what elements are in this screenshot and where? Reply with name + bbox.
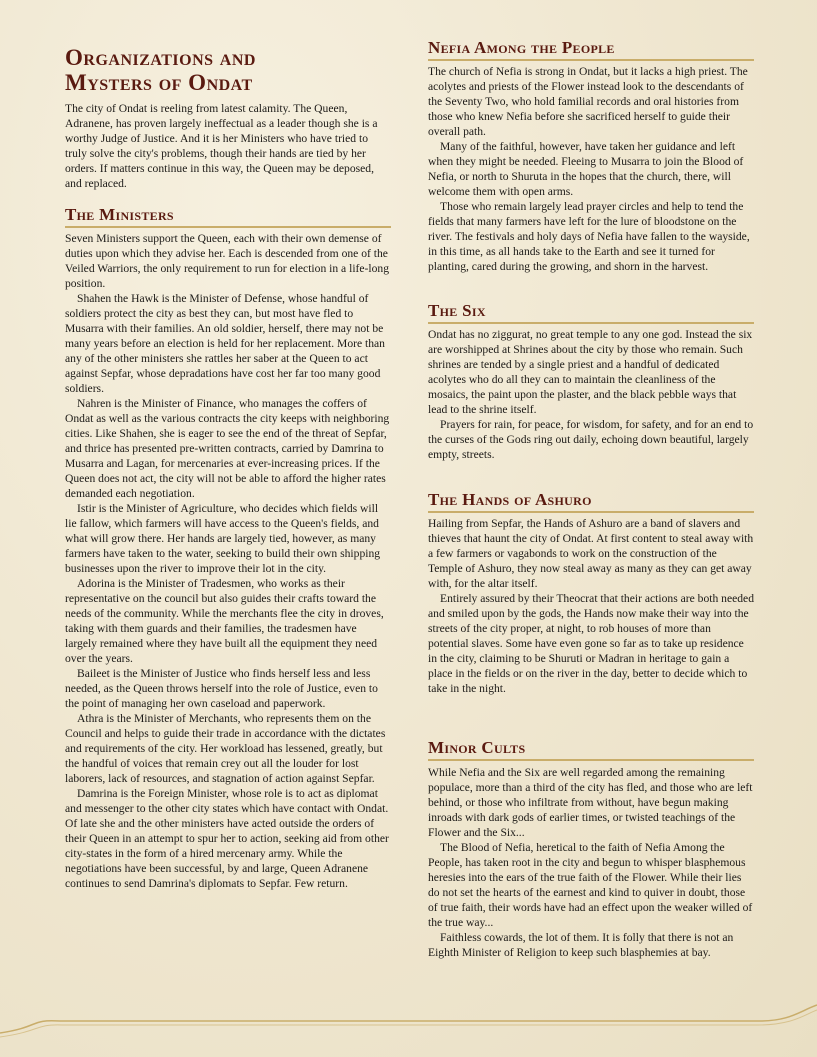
paragraph: Faithless cowards, the lot of them. It is folly that there is not an Eighth Minister of Religion to keep such blasphemies at bay. xyxy=(428,931,734,959)
section-heading-six: The Six xyxy=(428,301,754,324)
paragraph: Many of the faithful, however, have taken her guidance and left when they might be needed. Fleeing to Musarra to join the Blood of Nefia, or north to Shuruta in the hopes that the church, there, will welcome them with open arms. xyxy=(428,140,744,198)
paragraph: The Blood of Nefia, heretical to the faith of Nefia Among the People, has taken root in the city and begun to whisper blasphemous heresies into the ears of the true faith of the Flower. While their lies do not set the hearts of the earnest and kind to quiver in doubt, those of true faith, their words have had an effect upon the weaker willed of the true way... xyxy=(428,841,753,929)
paragraph: Ondat has no ziggurat, no great temple to any one god. Instead the six are worshipped at Shrines about the city by those who remain. Such shrines are tended by a single priest and a handful of dedicated acolytes who do all they can to maintain the cleanliness of the mosaics, the paint upon the plaster, and the black pebble ways that lead to the shrine itself. xyxy=(428,328,753,416)
title-line-1: Organizations and xyxy=(65,45,256,70)
paragraph: Athra is the Minister of Merchants, who represents them on the Council and helps to guide their trade in accordance with the dictates and requirements of the city. Her workload has lessened, greatly, but the handful of voices that remain crey out all the louder for lost laborers, lack of resources, and stagnation of action against Sepfar. xyxy=(65,712,386,785)
paragraph: Entirely assured by their Theocrat that their actions are both needed and smiled upon by the gods, the Hands now make their way into the streets of the city proper, at night, to rob houses of more than potential slaves. Some have even gone so far as to take up residence in the city, claiming to be Shuruti or Madran in heritage to gain a place in the fields or on the river in the day, better to decide which to take in the night. xyxy=(428,592,754,695)
footer-ornament xyxy=(0,997,817,1057)
paragraph: Nahren is the Minister of Finance, who manages the coffers of Ondat as well as the various contracts the city keeps with neighboring cities. Like Shahen, she is eager to see the end of the threat of Sepfar, and thrice has presented pre-written contracts, carried by Damrina to Musarra and Lagan, for mercenaries at ever-increasing prices. If the Queen does not act, the city will not be able to afford the higher rates demanded each negotiation. xyxy=(65,397,390,500)
page-title xyxy=(65,45,405,95)
paragraph: Damrina is the Foreign Minister, whose role is to act as diplomat and messenger to the other city states which have contact with Ondat. Of late she and the other ministers have acted outside the orders of their Queen in an attempt to spur her to action, seeking aid from other city-states in the form of a hired mercenary army. While the negotiations have been successful, by and large, Queen Adranene continues to send Damrina's diplomats to Sepfar. Few return. xyxy=(65,787,389,890)
paragraph: While Nefia and the Six are well regarded among the remaining populace, more than a third of the city has fled, and those who are left behind, or those who infiltrate from without, have begun making inroads with dark gods of earlier times, or twisted teachings of the Flower and the Six... xyxy=(428,766,753,839)
section-heading-cults: Minor Cults xyxy=(428,738,754,761)
intro-paragraph xyxy=(65,101,391,191)
paragraph: The church of Nefia is strong in Ondat, but it lacks a high priest. The acolytes and priests of the Flower instead look to the descendants of the Seventy Two, who hold familial records and oral histories from those who knew Nefia before she sacrificed herself to guide their overall path. xyxy=(428,65,748,138)
section-heading-nefia: Nefia Among the People xyxy=(428,38,754,61)
paragraph: Hailing from Sepfar, the Hands of Ashuro are a band of slavers and thieves that haunt the city of Ondat. At first content to steal away with a few farmers or vagabonds to work on the construction of the Temple of Ashuro, they now steal away as many as they can get away with, for the altar itself. xyxy=(428,517,754,590)
paragraph: Adorina is the Minister of Tradesmen, who works as their representative on the council but also guides their crafts toward the needs of the community. While the merchants flee the city in droves, taking with them guards and their families, the tradesmen have largely remained where they have built all the equipment they need over the years. xyxy=(65,577,384,665)
paragraph: Prayers for rain, for peace, for wisdom, for safety, and for an end to the curses of the Gods ring out daily, echoing down beautiful, largely empty, streets. xyxy=(428,418,754,461)
section-body-cults xyxy=(428,765,754,960)
paragraph: Istir is the Minister of Agriculture, who decides which fields will lie fallow, which farmers will have access to the Queen's fields, and what will grow there. Her hands are largely tied, however, as many farmers have taken to the water, seeking to build their own shipping businesses upon the river to improve their lot in the city. xyxy=(65,502,381,575)
title-line-2: Mysters of Ondat xyxy=(65,70,253,95)
intro-text: The city of Ondat is reeling from latest calamity. The Queen, Adranene, has proven largely ineffectual as a leader though she is a worthy Judge of Justice. And it is her Ministers who have tried to truly solve the city's problems, though their hands are tied by her orders. If matters continue in this way, the Queen may be deposed, and replaced. xyxy=(65,102,378,190)
section-body-six xyxy=(428,327,754,462)
paragraph: Baileet is the Minister of Justice who finds herself less and less needed, as the Queen throws herself into the role of Justice, even to the point of managing her own caseload and paperwork. xyxy=(65,667,378,710)
section-body-hands xyxy=(428,516,754,696)
section-body-ministers xyxy=(65,231,391,891)
paragraph: Shahen the Hawk is the Minister of Defense, whose handful of soldiers protect the city as best they can, but most have fled to Musarra with their families. An old soldier, herself, there may not be many years before an election is held for her replacement. More than any of the other ministers she rattles her saber at the Queen to act against Sepfar, whose depradations have cost her far too many good soldiers. xyxy=(65,292,385,395)
section-heading-hands: The Hands of Ashuro xyxy=(428,490,754,513)
paragraph: Seven Ministers support the Queen, each with their own demense of duties upon which they advise her. Each is descended from one of the Veiled Warriors, the only requirement to run for election in a life-long position. xyxy=(65,232,390,290)
section-heading-ministers: The Ministers xyxy=(65,205,391,228)
section-body-nefia xyxy=(428,64,754,274)
paragraph: Those who remain largely lead prayer circles and help to tend the fields that many farmers have left for the lure of bloodstone on the river. The festivals and holy days of Nefia have fallen to the wayside, in this time, as all hands take to the Earth and see it turned for planting, cared during the growing, and shorn in the harvest. xyxy=(428,200,750,273)
